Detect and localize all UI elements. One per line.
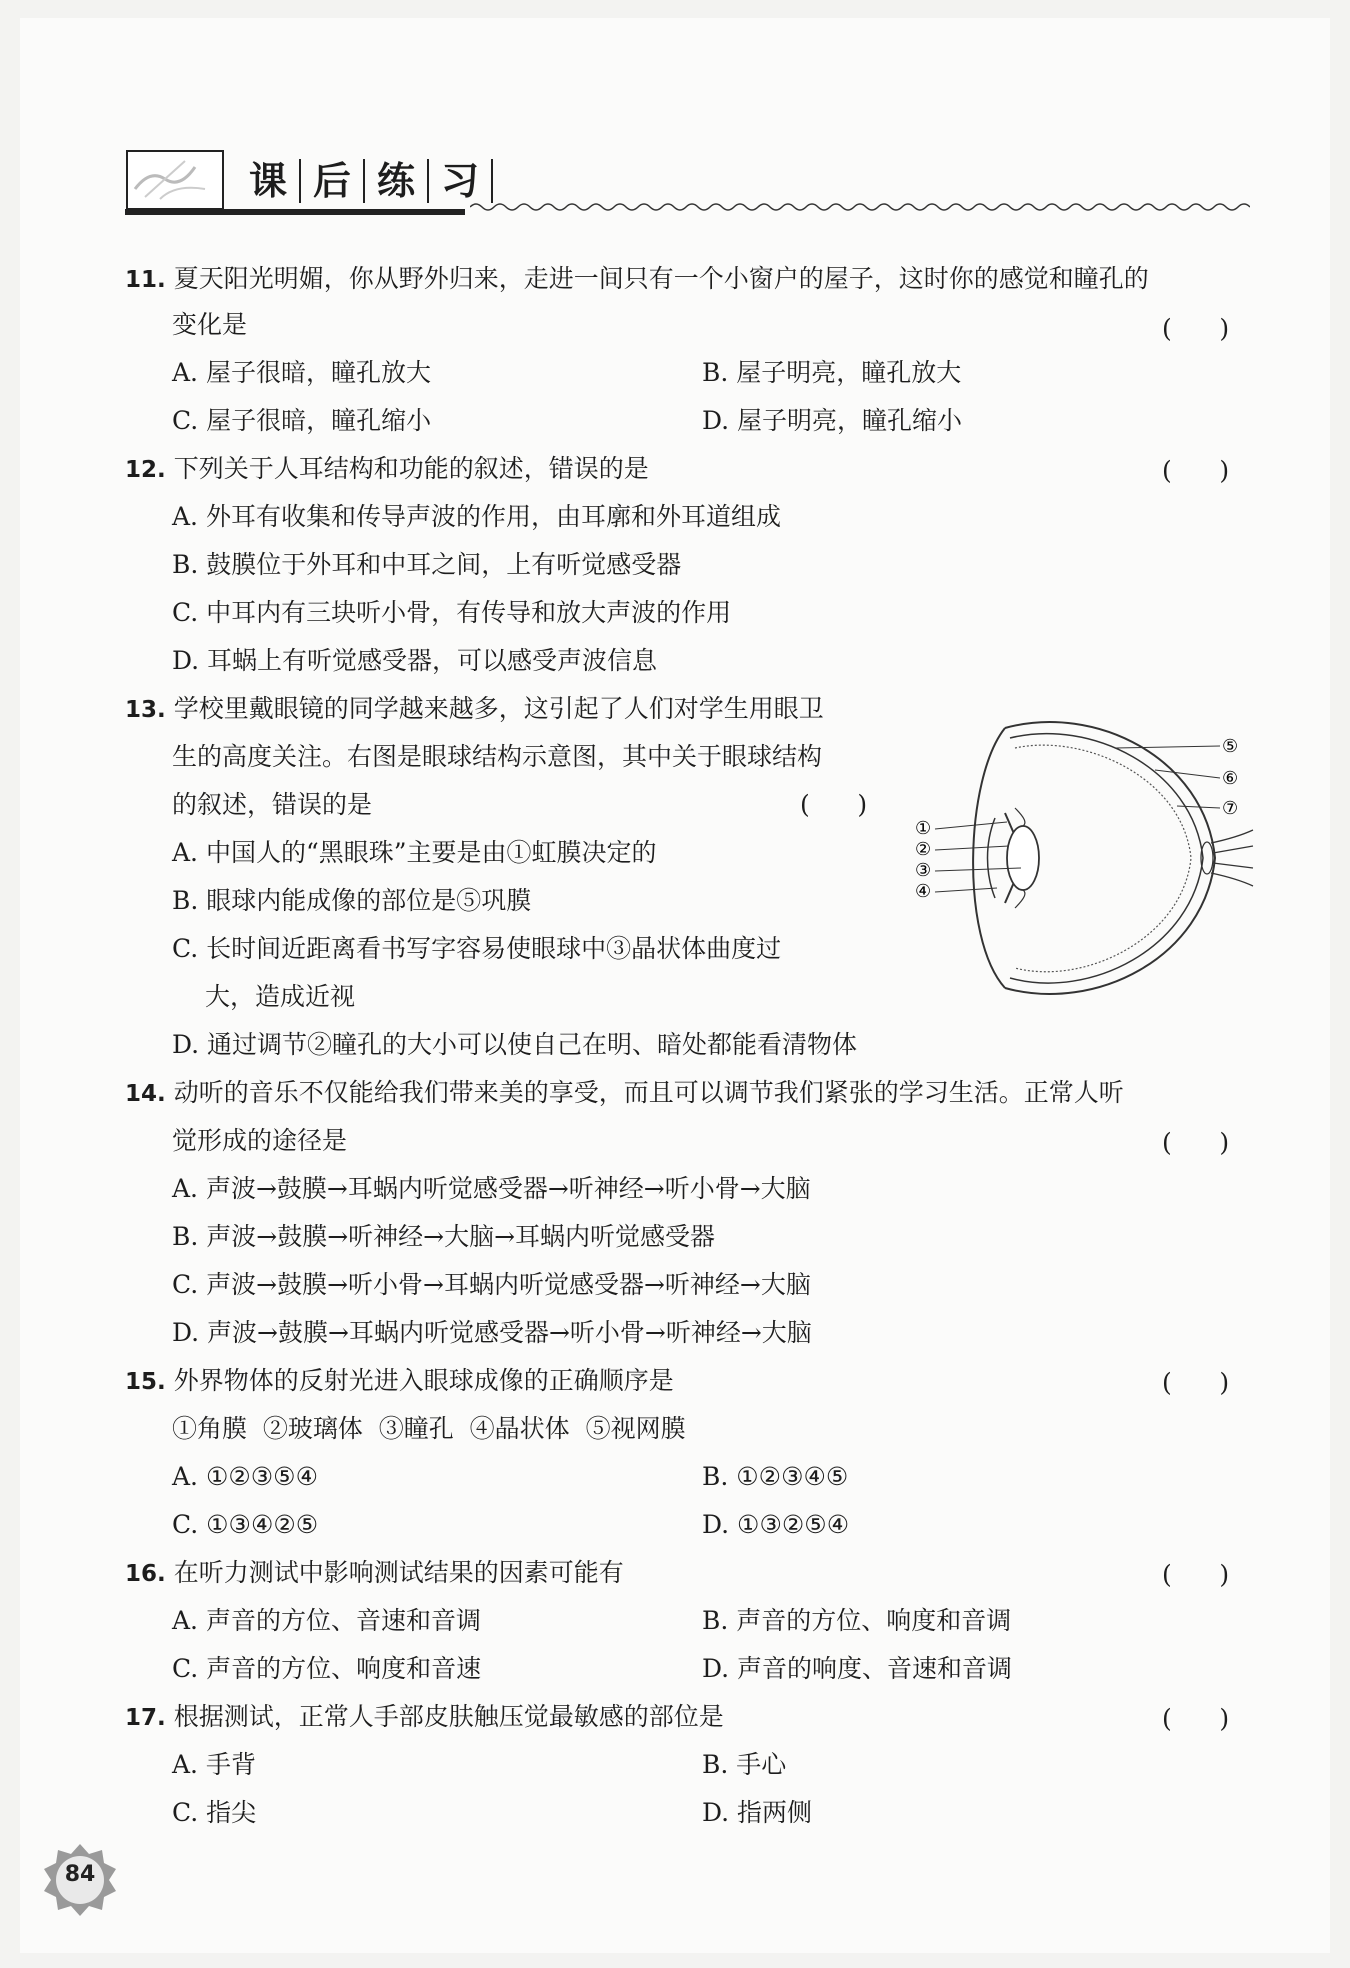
question-text: 动听的音乐不仅能给我们带来美的享受，而且可以调节我们紧张的学习生活。正常人听 bbox=[173, 1078, 1124, 1107]
label-5: ⑤ bbox=[1222, 736, 1239, 757]
question-14-line-1 bbox=[125, 1076, 1124, 1111]
section-header bbox=[125, 145, 1250, 215]
answer-blank[interactable]: ( ) bbox=[1162, 1368, 1230, 1397]
question-number: 17. bbox=[125, 1705, 166, 1731]
option-b[interactable]: B. 声音的方位、响度和音调 bbox=[702, 1606, 1012, 1635]
option-d[interactable]: D. 屋子明亮，瞳孔缩小 bbox=[702, 406, 963, 435]
option-a[interactable]: A. 声波→鼓膜→耳蜗内听觉感受器→听神经→听小骨→大脑 bbox=[172, 1174, 811, 1203]
answer-blank[interactable]: ( ) bbox=[1162, 1560, 1230, 1589]
question-12-line-1 bbox=[125, 452, 649, 487]
label-4: ④ bbox=[915, 881, 932, 902]
question-15-items: ①角膜 ②玻璃体 ③瞳孔 ④晶状体 ⑤视网膜 bbox=[172, 1414, 686, 1443]
question-number: 14. bbox=[125, 1081, 166, 1107]
option-b[interactable]: B. 眼球内能成像的部位是⑤巩膜 bbox=[172, 886, 532, 915]
title-char: 习 bbox=[429, 159, 493, 203]
option-d[interactable]: D. 通过调节②瞳孔的大小可以使自己在明、暗处都能看清物体 bbox=[172, 1030, 858, 1059]
option-c[interactable]: C. 声波→鼓膜→听小骨→耳蜗内听觉感受器→听神经→大脑 bbox=[172, 1270, 811, 1299]
option-b[interactable]: B. 手心 bbox=[702, 1750, 787, 1779]
question-17-line-1 bbox=[125, 1700, 724, 1735]
option-d[interactable]: D. 耳蜗上有听觉感受器，可以感受声波信息 bbox=[172, 646, 658, 675]
title-char: 练 bbox=[365, 159, 429, 203]
option-d[interactable]: D. 声波→鼓膜→耳蜗内听觉感受器→听小骨→听神经→大脑 bbox=[172, 1318, 812, 1347]
section-title bbox=[243, 155, 493, 207]
eyeball-structure-diagram bbox=[915, 718, 1255, 998]
question-text: 根据测试，正常人手部皮肤触压觉最敏感的部位是 bbox=[173, 1702, 724, 1731]
question-13-line-2: 生的高度关注。右图是眼球结构示意图，其中关于眼球结构 bbox=[172, 742, 823, 771]
option-c[interactable]: C. 指尖 bbox=[172, 1798, 257, 1827]
option-c-continued: 大，造成近视 bbox=[205, 982, 356, 1011]
header-underline bbox=[125, 209, 465, 215]
question-15-line-1 bbox=[125, 1364, 674, 1399]
question-13-line-1 bbox=[125, 692, 824, 727]
lens-shape bbox=[1007, 826, 1039, 890]
option-d[interactable]: D. 声音的响度、音速和音调 bbox=[702, 1654, 1013, 1683]
option-a[interactable]: A. 手背 bbox=[172, 1750, 256, 1779]
title-char: 课 bbox=[243, 159, 301, 203]
question-text: 下列关于人耳结构和功能的叙述，错误的是 bbox=[173, 454, 649, 483]
option-a[interactable]: A. 中国人的“黑眼珠”主要是由①虹膜决定的 bbox=[172, 838, 657, 867]
option-c[interactable]: C. 中耳内有三块听小骨，有传导和放大声波的作用 bbox=[172, 598, 732, 627]
option-c[interactable]: C. 屋子很暗，瞳孔缩小 bbox=[172, 406, 432, 435]
cornea-outline bbox=[973, 728, 1005, 988]
question-text: 外界物体的反射光进入眼球成像的正确顺序是 bbox=[173, 1366, 674, 1395]
answer-blank[interactable]: ( ) bbox=[1162, 314, 1230, 343]
question-14-line-2: 觉形成的途径是 bbox=[172, 1126, 348, 1155]
label-2: ② bbox=[915, 839, 932, 860]
option-a[interactable]: A. 屋子很暗，瞳孔放大 bbox=[172, 358, 431, 387]
label-6: ⑥ bbox=[1222, 768, 1239, 789]
question-text: 夏天阳光明媚，你从野外归来，走进一间只有一个小窗户的屋子，这时你的感觉和瞳孔的 bbox=[173, 264, 1149, 293]
question-number: 11. bbox=[125, 267, 166, 293]
label-7: ⑦ bbox=[1222, 798, 1239, 819]
page-number: 84 bbox=[64, 1862, 96, 1887]
question-number: 16. bbox=[125, 1561, 166, 1587]
option-c[interactable]: C. ①③④②⑤ bbox=[172, 1510, 319, 1539]
option-a[interactable]: A. ①②③⑤④ bbox=[172, 1462, 319, 1491]
answer-blank[interactable]: ( ) bbox=[1162, 456, 1230, 485]
option-b[interactable]: B. 声波→鼓膜→听神经→大脑→耳蜗内听觉感受器 bbox=[172, 1222, 716, 1251]
question-number: 15. bbox=[125, 1369, 166, 1395]
option-b[interactable]: B. 鼓膜位于外耳和中耳之间，上有听觉感受器 bbox=[172, 550, 682, 579]
option-a[interactable]: A. 声音的方位、音速和音调 bbox=[172, 1606, 481, 1635]
answer-blank[interactable]: ( ) bbox=[1162, 1704, 1230, 1733]
option-b[interactable]: B. ①②③④⑤ bbox=[702, 1462, 849, 1491]
option-d[interactable]: D. ①③②⑤④ bbox=[702, 1510, 850, 1539]
question-11-line-2: 变化是 bbox=[172, 310, 248, 339]
question-16-line-1 bbox=[125, 1556, 624, 1591]
question-text: 在听力测试中影响测试结果的因素可能有 bbox=[173, 1558, 624, 1587]
optic-nerve bbox=[1211, 830, 1253, 886]
option-d[interactable]: D. 指两侧 bbox=[702, 1798, 813, 1827]
question-11-line-1 bbox=[125, 262, 1149, 297]
question-text: 学校里戴眼镜的同学越来越多，这引起了人们对学生用眼卫 bbox=[173, 694, 824, 723]
answer-blank[interactable]: ( ) bbox=[800, 790, 868, 819]
answer-blank[interactable]: ( ) bbox=[1162, 1128, 1230, 1157]
option-c[interactable]: C. 长时间近距离看书写字容易使眼球中③晶状体曲度过 bbox=[172, 934, 782, 963]
label-1: ① bbox=[915, 818, 932, 839]
wavy-divider bbox=[470, 197, 1250, 217]
option-b[interactable]: B. 屋子明亮，瞳孔放大 bbox=[702, 358, 962, 387]
title-char: 后 bbox=[301, 159, 365, 203]
retina-outline bbox=[1015, 745, 1191, 972]
option-a[interactable]: A. 外耳有收集和传导声波的作用，由耳廓和外耳道组成 bbox=[172, 502, 781, 531]
question-number: 12. bbox=[125, 457, 166, 483]
label-3: ③ bbox=[915, 860, 932, 881]
question-number: 13. bbox=[125, 697, 166, 723]
pencil-logo-icon bbox=[125, 149, 225, 211]
option-c[interactable]: C. 声音的方位、响度和音速 bbox=[172, 1654, 482, 1683]
question-13-line-3: 的叙述，错误的是 bbox=[172, 790, 373, 819]
